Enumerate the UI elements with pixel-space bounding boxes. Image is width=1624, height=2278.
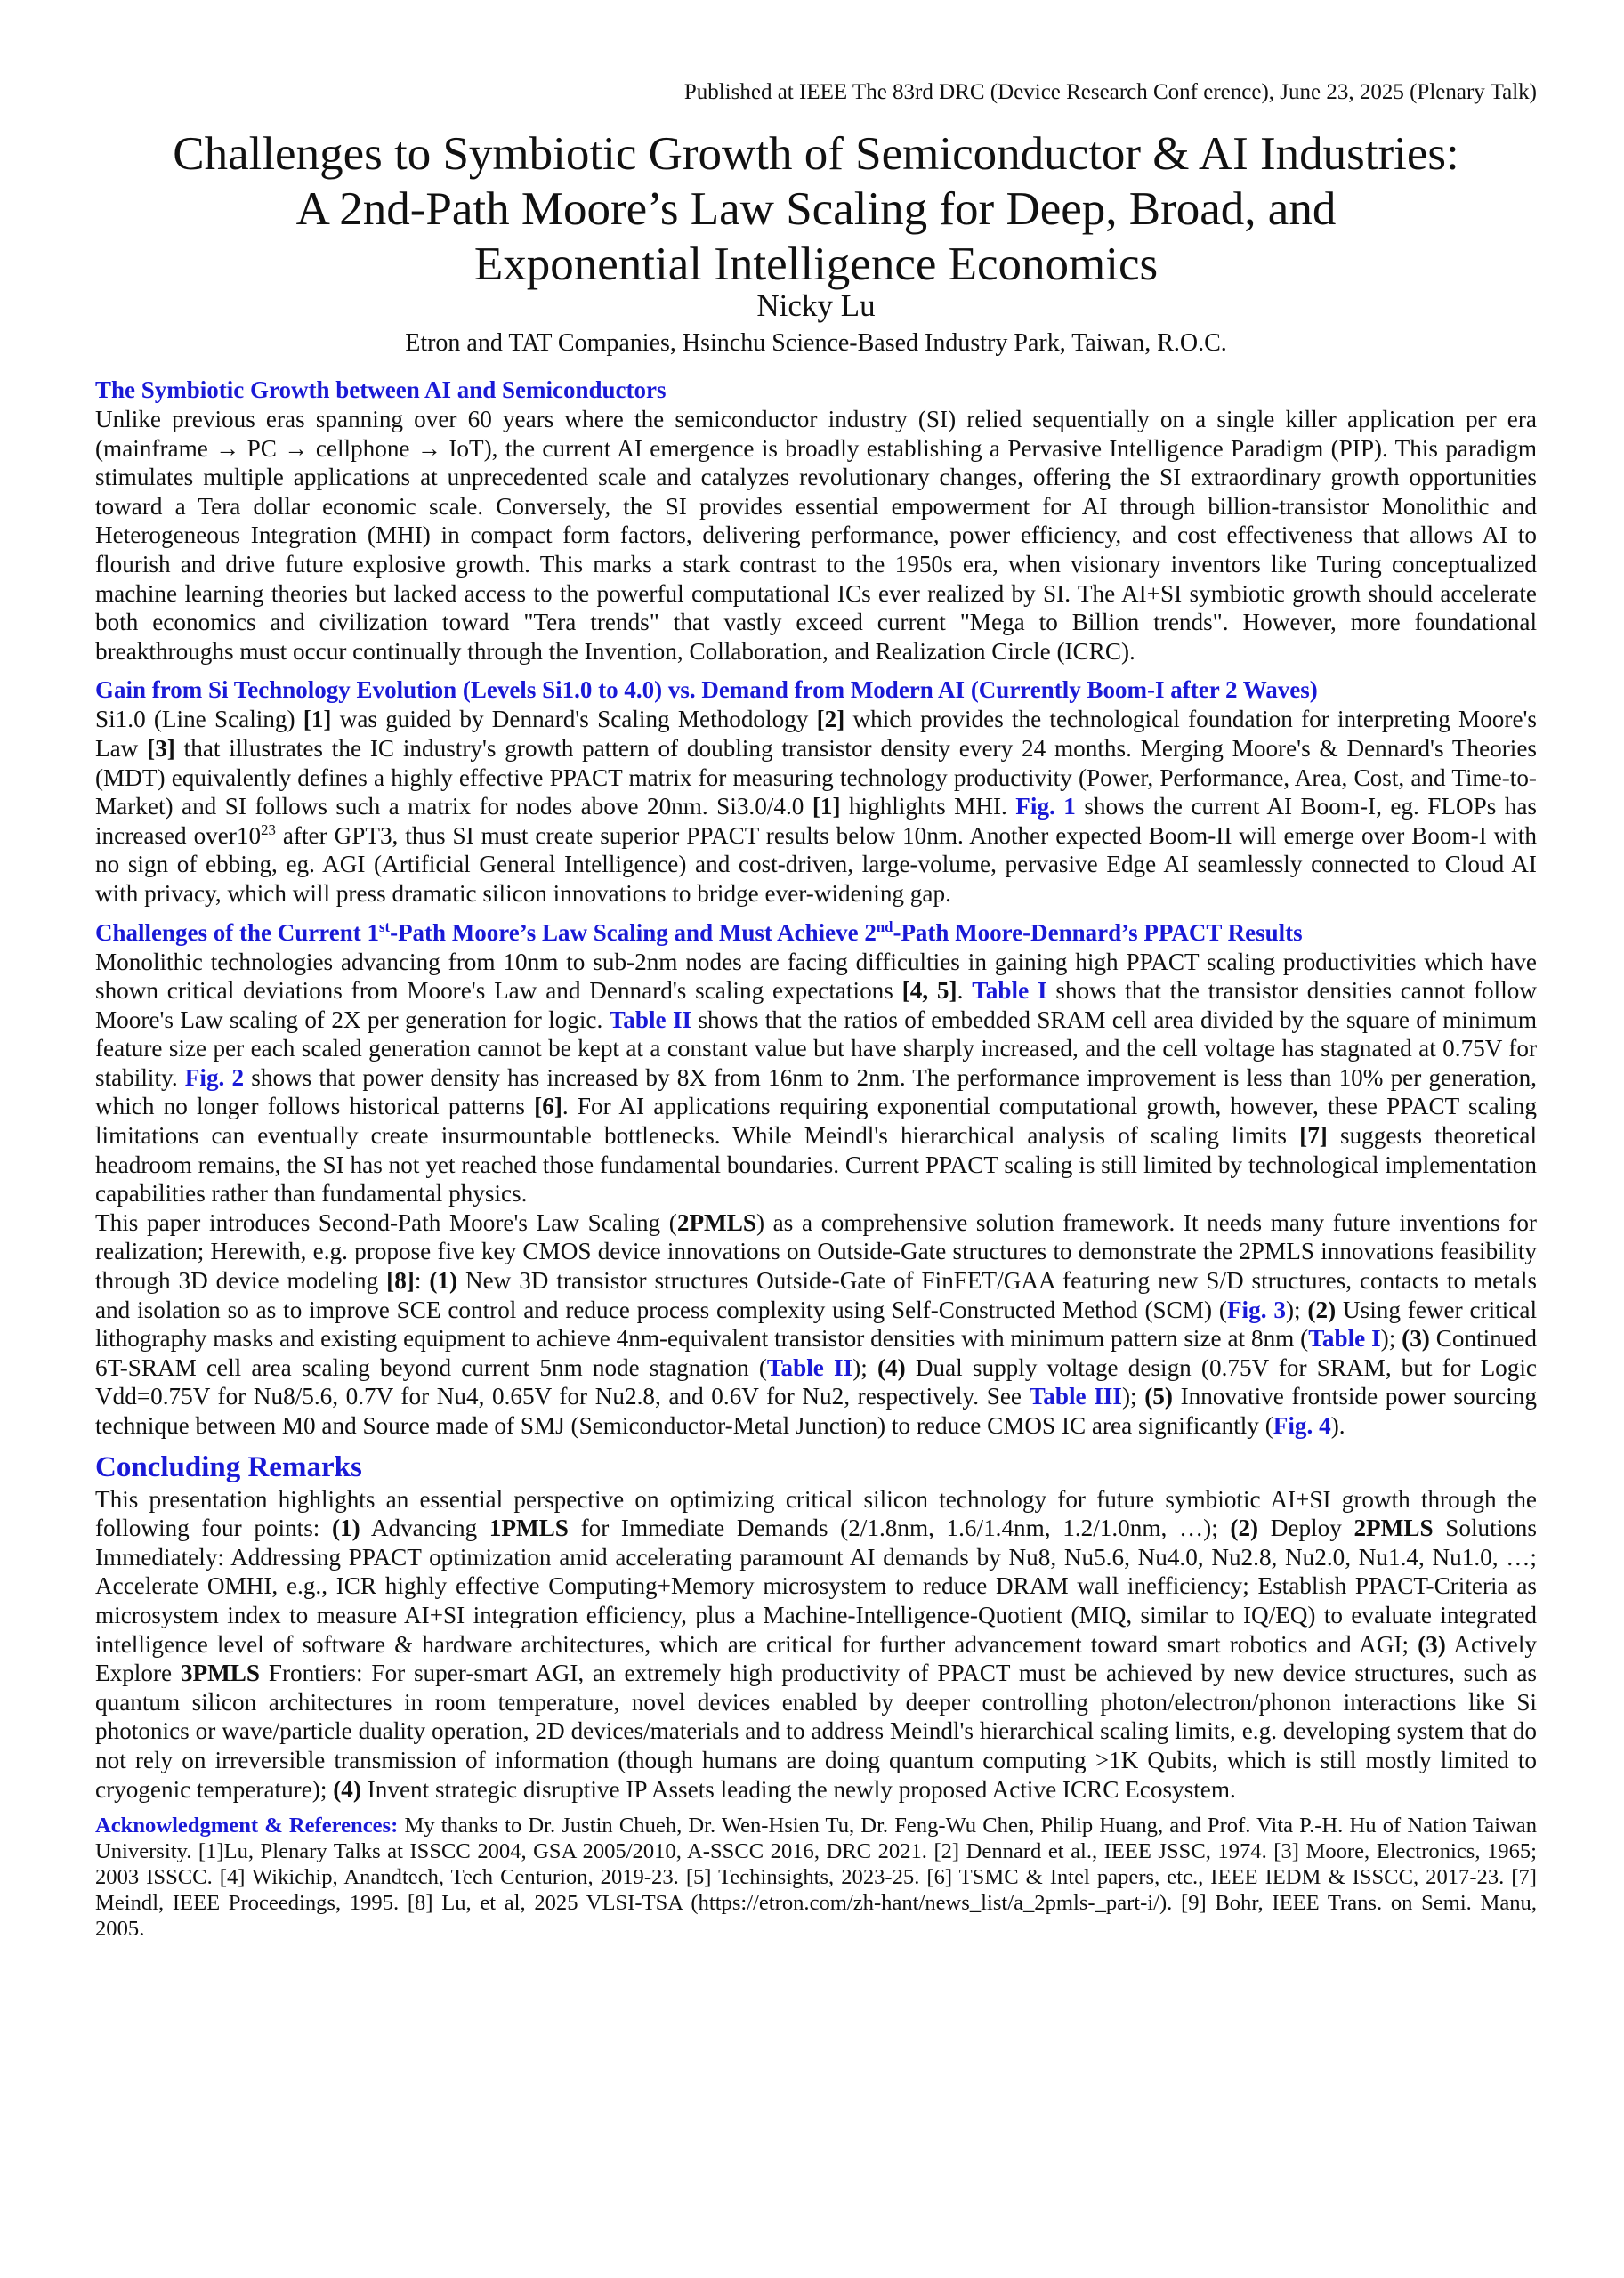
citation: [4, 5]: [901, 977, 957, 1005]
citation: [8]: [386, 1267, 415, 1295]
title-line-1: Challenges to Symbiotic Growth of Semiconductor & AI Industries:: [173, 128, 1459, 180]
publication-note: Published at IEEE The 83rd DRC (Device Research Conf erence), June 23, 2025 (Plenary Talk): [683, 80, 1537, 104]
title-line-3: Exponential Intelligence Economics: [473, 238, 1159, 290]
figure-ref-fig3: Fig. 3: [1226, 1296, 1286, 1323]
references-heading: Acknowledgment & References:: [95, 1814, 399, 1838]
section-heading: Gain from Si Technology Evolution (Levels Si1.0 to 4.0) vs. Demand from Modern AI (Currently Boom-I after 2 Waves): [95, 676, 1318, 704]
citation: [7]: [1299, 1122, 1328, 1150]
section-heading: Concluding Remarks: [95, 1450, 362, 1483]
citation: [1]: [303, 706, 332, 733]
citation: [1]: [812, 793, 841, 820]
citation: [3]: [147, 734, 175, 762]
table-ref: Table I: [972, 977, 1047, 1005]
table-ref: Table II: [609, 1006, 692, 1033]
paper-body: [95, 375, 1537, 1942]
author-affiliation: Etron and TAT Companies, Hsinchu Science-Based Industry Park, Taiwan, R.O.C.: [405, 329, 1227, 357]
paper-title: [95, 126, 1537, 292]
figure-ref-fig2: Fig. 2: [184, 1063, 245, 1091]
references-paragraph: Acknowledgment & References: My thanks to Dr. Justin Chueh, Dr. Wen-Hsien Tu, Dr. Feng-Wu Chen, Philip Huang, and Prof. Vita P.-H. Hu of Nation Taiwan University. [1]Lu, Plenary Talks at ISSCC 2004, GSA 2005/2010, A-SSCC 2016, DRC 2021. [2] Dennard et al., IEEE JSSC, 1974. [3] Moore, Electronics, 1965; 2003 ISSCC. [4] Wikichip, Anandtech, Tech Centurion, 2019-23. [5] Techinsights, 2023-25. [6] TSMC & Intel papers, etc., IEEE IEDM & ISSCC, 2017-23. [7] Meindl, IEEE Proceedings, 1995. [8] Lu, et al, 2025 VLSI-TSA (https://etron.com/zh-hant/news_list/a_2pmls-_part-i/). [9] Bohr, IEEE Trans. on Semi. Manu, 2005.: [95, 1814, 1537, 1942]
table-ref: Table III: [1029, 1383, 1122, 1410]
section-heading: Challenges of the Current 1st-Path Moore’s Law Scaling and Must Achieve 2nd-Path Moore-Dennard’s PPACT Results: [95, 917, 1303, 946]
table-ref: Table II: [766, 1353, 853, 1381]
title-line-2: A 2nd-Path Moore’s Law Scaling for Deep, Broad, and: [295, 183, 1337, 235]
section-heading: The Symbiotic Growth between AI and Semiconductors: [95, 376, 667, 403]
section-paragraph: This paper introduces Second-Path Moore's Law Scaling (2PMLS) as a comprehensive solution framework. It needs many future inventions for realization; Herewith, e.g. propose five key CMOS device innovations on Outside-Gate structures to demonstrate the 2PMLS innovations feasibility through 3D device modeling [8]: (1) New 3D transistor structures Outside-Gate of FinFET/GAA featuring new S/D structures, contacts to metals and isolation so as to improve SCE control and reduce process complexity using Self-Constructed Method (SCM) (Fig. 3); (2) Using fewer critical lithography masks and existing equipment to achieve 4nm-equivalent transistor densities with minimum pattern size at 8nm (Table I); (3) Continued 6T-SRAM cell area scaling beyond current 5nm node stagnation (Table II); (4) Dual supply voltage design (0.75V for SRAM, but for Logic Vdd=0.75V for Nu8/5.6, 0.7V for Nu4, 0.65V for Nu2.8, and 0.6V for Nu2, respectively. See Table III); (5) Innovative frontside power sourcing technique between M0 and Source made of SMJ (Semiconductor-Metal Junction) to reduce CMOS IC area significantly (Fig. 4).: [95, 1208, 1537, 1439]
section-paragraph: This presentation highlights an essential perspective on optimizing critical silicon technology for future symbiotic AI+SI growth through the following four points: (1) Advancing 1PMLS for Immediate Demands (2/1.8nm, 1.6/1.4nm, 1.2/1.0nm, …); (2) Deploy 2PMLS Solutions Immediately: Addressing PPACT optimization amid accelerating paramount AI demands by Nu8, Nu5.6, Nu4.0, Nu2.8, Nu2.0, Nu1.4, Nu1.0, …; Accelerate OMHI, e.g., ICR highly effective Computing+Memory microsystem to reduce DRAM wall inefficiency; Establish PPACT-Criteria as microsystem index to measure AI+SI integration efficiency, plus a Machine-Intelligence-Quotient (MIQ, similar to IQ/EQ) to evaluate integrated intelligence level of software & hardware architectures, which are critical for further advancement toward smart robotics and AGI; (3) Actively Explore 3PMLS Frontiers: For super-smart AGI, an extremely high productivity of PPACT must be achieved by new device structures, such as quantum silicon architectures in room temperature, novel devices enabled by deeper controlling photon/electron/phonon interactions like Si photonics or wave/particle duality operation, 2D devices/materials and to address Meindl's hierarchical scaling limits, e.g. developing system that do not rely on irreversible transmission of information (though humans are doing quantum computing >1K Qubits, which is still mostly limited to cryogenic temperature); (4) Invent strategic disruptive IP Assets leading the newly proposed Active ICRC Ecosystem.: [95, 1485, 1537, 1803]
figure-ref-fig4: Fig. 4: [1273, 1412, 1331, 1439]
superscript: 23: [261, 820, 276, 838]
citation: [6]: [534, 1093, 562, 1120]
section-paragraph: Monolithic technologies advancing from 10nm to sub-2nm nodes are facing difficulties in gaining high PPACT scaling productivities which have shown critical deviations from Moore's Law and Dennard's scaling expectations [4, 5]. Table I shows that the transistor densities cannot follow Moore's Law scaling of 2X per generation for logic. Table II shows that the ratios of embedded SRAM cell area divided by the square of minimum feature size per each scaled generation cannot be kept at a constant value but have sharply increased, and the cell voltage has stagnated at 0.75V for stability. Fig. 2 shows that power density has increased by 8X from 16nm to 2nm. The performance improvement is less than 10% per generation, which no longer follows historical patterns [6]. For AI applications requiring exponential computational growth, however, these PPACT scaling limitations can eventually create insurmountable bottlenecks. While Meindl's hierarchical analysis of scaling limits [7] suggests theoretical headroom remains, the SI has not yet reached those fundamental boundaries. Current PPACT scaling is still limited by technological implementation capabilities rather than fundamental physics.: [95, 948, 1538, 1208]
section-symbiotic-growth: [95, 375, 1537, 666]
section-concluding-remarks: [95, 1450, 1537, 1805]
citation: [2]: [816, 706, 845, 733]
section-references: [95, 1813, 1537, 1942]
table-ref: Table I: [1308, 1325, 1381, 1353]
section-paragraph: Si1.0 (Line Scaling) [1] was guided by Dennard's Scaling Methodology [2] which provides the technological foundation for interpreting Moore's Law [3] that illustrates the IC industry's growth pattern of doubling transistor density every 24 months. Merging Moore's & Dennard's Theories (MDT) equivalently defines a highly effective PPACT matrix for measuring technology productivity (Power, Performance, Area, Cost, and Time-to-Market) and SI follows such a matrix for nodes above 20nm. Si3.0/4.0 [1] highlights MHI. Fig. 1 shows the current AI Boom-I, eg. FLOPs has increased $over10^{23}$ after GPT3, thus SI must create superior PPACT results below 10nm. Another expected Boom-II will emerge over Boom-I with no sign of ebbing, eg. AGI (Artificial General Intelligence) and cost-driven, large-volume, pervasive Edge AI seamlessly connected to Cloud AI with privacy, which will press dramatic silicon innovations to bridge ever-widening gap.: [95, 706, 1538, 907]
section-si-technology-evolution: [95, 675, 1537, 908]
section-paragraph: Unlike previous eras spanning over 60 years where the semiconductor industry (SI) relied sequentially on a single killer application per era (mainframe → PC → cellphone → IoT), the current AI emergence is broadly establishing a Pervasive Intelligence Paradigm (PIP). This paradigm stimulates multiple applications at unprecedented scale and catalyzes revolutionary changes, offering the SI extraordinary growth opportunities toward a Tera dollar economic scale. Conversely, the SI provides essential empowerment for AI through billion-transistor Monolithic and Heterogeneous Integration (MHI) in compact form factors, delivering performance, power efficiency, and cost effectiveness that allows AI to flourish and drive future explosive growth. This marks a stark contrast to the 1950s era, when visionary inventors like Turing conceptualized machine learning theories but lacked access to the powerful computational ICs ever realized by SI. The AI+SI symbiotic growth should accelerate both economics and civilization toward "Tera trends" that vastly exceed current "Mega to Billion trends". However, more foundational breakthroughs must occur continually through the Invention, Collaboration, and Realization Circle (ICRC).: [95, 406, 1537, 665]
section-challenges: [95, 917, 1537, 1441]
figure-ref-fig1: Fig. 1: [1015, 793, 1076, 820]
author-name: Nicky Lu: [756, 288, 876, 323]
